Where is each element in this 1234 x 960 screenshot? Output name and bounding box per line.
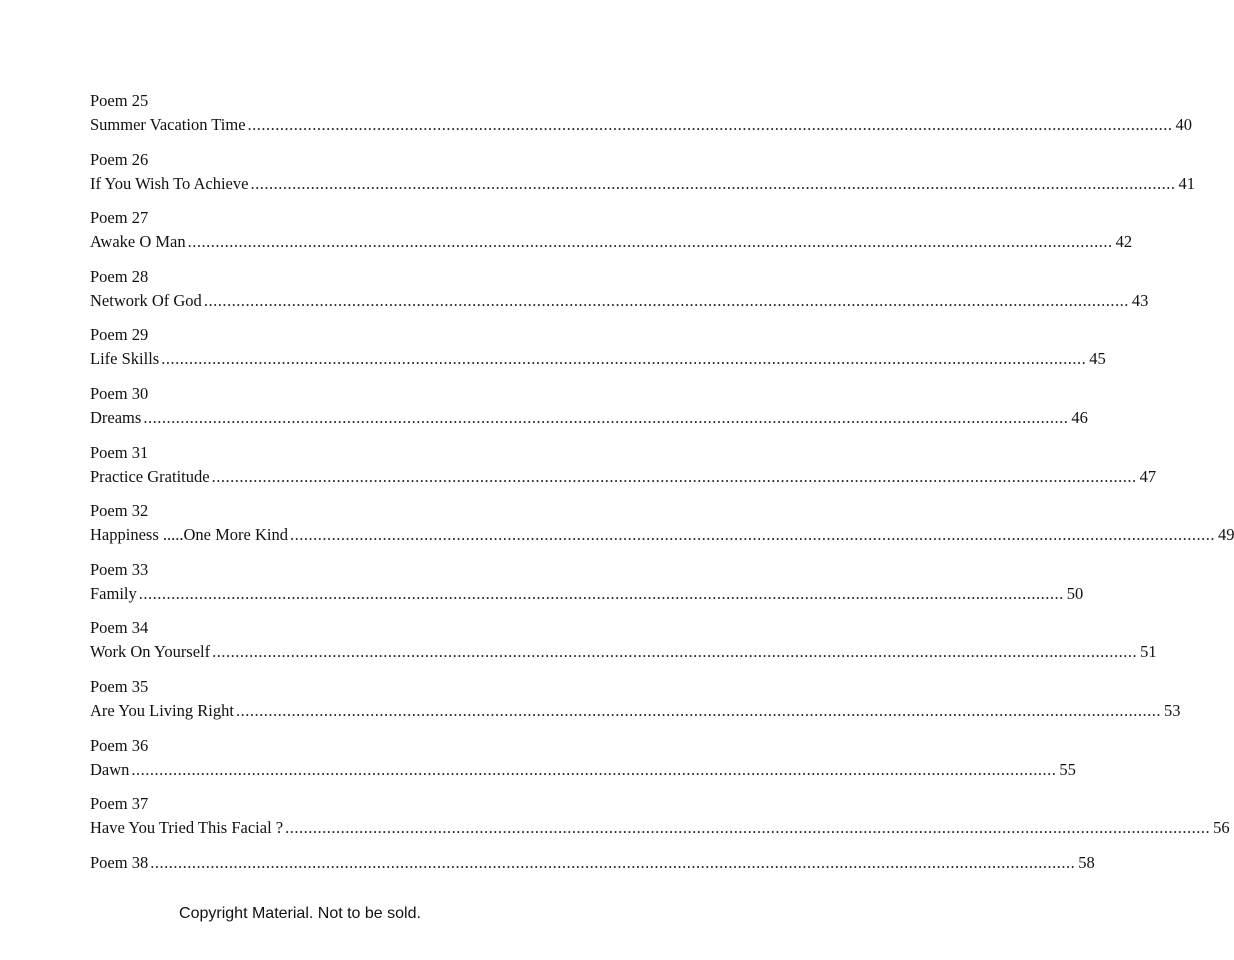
toc-line [90, 758, 1076, 782]
dot-leader: ........................................................................................................................................................................................................ [212, 642, 1138, 662]
copyright-footer: Copyright Material. Not to be sold. [179, 905, 421, 922]
toc-title: Awake O Man [90, 232, 186, 252]
toc-page-number: 56 [1213, 818, 1230, 838]
toc-title: Dawn [90, 759, 130, 779]
toc-entry[interactable] [90, 441, 1157, 489]
dot-leader: ........................................................................................................................................................................................................ [150, 852, 1076, 872]
toc-title: Summer Vacation Time [90, 115, 246, 134]
dot-leader: ........................................................................................................................................................................................................ [203, 290, 1129, 310]
toc-line [90, 289, 1149, 313]
toc-entry[interactable] [90, 792, 1230, 840]
toc-entry[interactable] [90, 89, 1193, 137]
toc-entry-last[interactable] [90, 851, 1095, 875]
toc-line [90, 851, 1095, 875]
toc-page-number: 43 [1131, 290, 1149, 310]
toc-poem-number: Poem 31 [90, 442, 149, 462]
toc-page-number: 42 [1115, 232, 1133, 252]
dot-leader: ........................................................................................................................................................................................................ [285, 818, 1211, 838]
toc-title: Work On Yourself [90, 642, 211, 662]
toc-line [90, 582, 1084, 606]
toc-page-number: 53 [1163, 700, 1181, 720]
toc-entry[interactable] [90, 734, 1076, 782]
toc-title: Are You Living Right [90, 700, 234, 720]
toc-entry[interactable] [90, 499, 1234, 547]
toc-line [90, 699, 1181, 723]
dot-leader: ........................................................................................................................................................................................................ [143, 407, 1069, 427]
toc-poem-number: Poem 35 [90, 676, 149, 696]
toc-poem-number: Poem 37 [90, 794, 149, 814]
table-of-contents [90, 89, 1234, 885]
toc-line [90, 172, 1195, 196]
toc-poem-number: Poem 32 [90, 501, 149, 521]
dot-leader: ........................................................................................................................................................................................................ [138, 583, 1064, 603]
toc-title: Dreams [90, 407, 142, 427]
toc-page-number: 46 [1071, 407, 1088, 427]
dot-leader: ........................................................................................................................................................................................................ [161, 349, 1087, 369]
toc-entry[interactable] [90, 148, 1195, 196]
toc-title: Poem 38 [90, 852, 149, 872]
toc-title: Happiness .....One More Kind [90, 525, 288, 545]
toc-line [90, 347, 1106, 371]
dot-leader: ........................................................................................................................................................................................................ [235, 700, 1161, 720]
toc-line [90, 465, 1157, 489]
toc-line [90, 406, 1088, 430]
dot-leader: ........................................................................................................................................................................................................ [211, 466, 1137, 486]
toc-page-number: 50 [1066, 583, 1084, 603]
toc-entry[interactable] [90, 616, 1157, 664]
dot-leader: ........................................................................................................................................................................................................ [247, 115, 1173, 134]
toc-poem-number: Poem 29 [90, 325, 149, 345]
toc-line [90, 113, 1193, 137]
toc-title: Have You Tried This Facial ? [90, 818, 284, 838]
toc-page-number: 41 [1178, 173, 1195, 193]
toc-poem-number: Poem 36 [90, 735, 149, 755]
toc-entry[interactable] [90, 323, 1106, 371]
dot-leader: ........................................................................................................................................................................................................ [250, 173, 1176, 193]
toc-entry[interactable] [90, 206, 1133, 254]
toc-title: Family [90, 583, 137, 603]
toc-poem-number: Poem 30 [90, 383, 149, 403]
toc-poem-number: Poem 26 [90, 149, 149, 169]
toc-title: Practice Gratitude [90, 466, 210, 486]
toc-poem-number: Poem 25 [90, 91, 149, 110]
dot-leader: ........................................................................................................................................................................................................ [131, 759, 1057, 779]
toc-page-number: 45 [1089, 349, 1106, 369]
toc-entry[interactable] [90, 265, 1149, 313]
toc-page-number: 58 [1078, 852, 1095, 872]
toc-poem-number: Poem 27 [90, 208, 149, 228]
toc-poem-number: Poem 33 [90, 559, 149, 579]
toc-poem-number: Poem 28 [90, 266, 149, 286]
toc-entries [90, 89, 1234, 840]
toc-page-number: 55 [1059, 759, 1076, 779]
toc-line [90, 230, 1133, 254]
toc-line [90, 816, 1230, 840]
toc-page-number: 51 [1140, 642, 1157, 662]
toc-page-number: 49 [1217, 525, 1234, 545]
toc-entry[interactable] [90, 558, 1084, 606]
toc-entry[interactable] [90, 382, 1088, 430]
toc-entry[interactable] [90, 675, 1181, 723]
toc-line [90, 640, 1157, 664]
toc-page-number: 47 [1139, 466, 1157, 486]
toc-line [90, 523, 1234, 547]
toc-title: If You Wish To Achieve [90, 173, 249, 193]
toc-poem-number: Poem 34 [90, 618, 149, 638]
toc-page-number: 40 [1175, 115, 1193, 134]
toc-title: Network Of God [90, 290, 202, 310]
dot-leader: ........................................................................................................................................................................................................ [289, 525, 1215, 545]
dot-leader: ........................................................................................................................................................................................................ [187, 232, 1113, 252]
toc-title: Life Skills [90, 349, 160, 369]
